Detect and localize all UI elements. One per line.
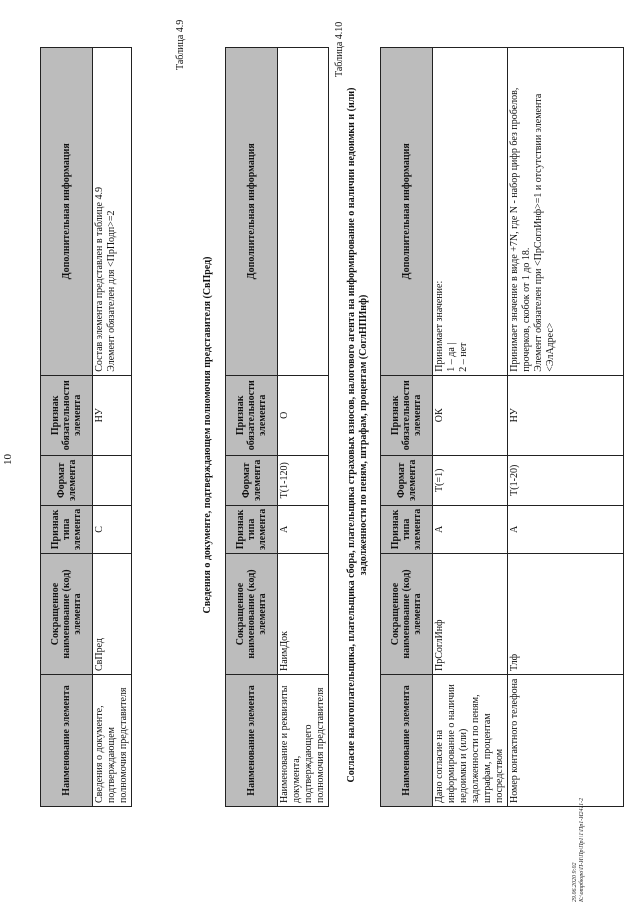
header-cell: Наименование элемента [381,675,433,807]
table-caption: Таблица 4.9 [175,19,186,70]
cell-name: Номер контактного телефона [508,675,624,807]
cell-code: ПрСоглИнф [433,554,508,675]
table-row [278,47,329,806]
table-row [508,47,624,806]
header-cell: Сокращенное наименование (код) элемента [41,554,93,675]
header-cell: Дополнительная информация [381,47,433,375]
table-continuation [40,47,132,807]
info-line: 1 – да | [446,342,457,372]
header-cell: Формат элемента [381,455,433,505]
header-cell: Наименование элемента [41,675,93,807]
table-header-row [41,47,93,806]
cell-info [433,47,508,375]
header-cell: Сокращенное наименование (код) элемента [226,554,278,675]
footer-path: К:\отрбюро\П-И\Пр\Пр1\1\Пр1-И2411-2 [579,797,585,902]
cell-type: А [508,505,624,553]
cell-code: Тлф [508,554,624,675]
table-caption: Таблица 4.10 [334,21,345,77]
cell-name: Наименование и реквизиты документа, подтверждающего полномочия представителя [278,675,329,807]
cell-required: ОК [433,375,508,455]
file-footer [572,798,586,902]
cell-format: Т(=1) [433,455,508,505]
table-row [433,47,508,806]
footer-date: 29.06.2020 9:02 [572,862,578,902]
cell-info [278,47,329,375]
table-header-row [381,47,433,806]
header-cell: Признак обязательности элемента [41,375,93,455]
cell-required: НУ [508,375,624,455]
info-line: Принимает значение: [434,280,445,372]
header-cell: Признак обязательности элемента [381,375,433,455]
cell-type: С [93,505,132,553]
header-cell: Наименование элемента [226,675,278,807]
info-line: 2 – нет [458,342,469,372]
cell-required: НУ [93,375,132,455]
cell-format [93,455,132,505]
cell-name: Сведения о документе, подтверждающем полномочия представителя [93,675,132,807]
cell-info [508,47,624,375]
table-header-row [226,47,278,806]
cell-type: А [433,505,508,553]
header-cell: Формат элемента [226,455,278,505]
info-line: Элемент обязателен при <ПрСоглИнф>=1 и отсутствии элемента <ЭлАдрес> [533,93,556,372]
header-cell: Признак типа элемента [41,505,93,553]
cell-code: НаимДок [278,554,329,675]
header-cell: Дополнительная информация [226,47,278,375]
header-cell: Сокращенное наименование (код) элемента [381,554,433,675]
info-line: Принимает значение в виде +7N, где N - набор цифр без пробелов, прочерков, скобок от 1 до 18. [509,87,532,372]
info-line: Состав элемента представлен в таблице 4.9 [94,187,105,372]
table-title: Согласие налогоплательщика, плательщика сбора, плательщика страховых взносов, налогового агента на информирование о наличии недоимки и (или) задолженности по пеням, штрафам, процентам (СоглНПИнф) [346,87,369,783]
header-cell: Формат элемента [41,455,93,505]
cell-format: Т(1-20) [508,455,624,505]
page-number: 10 [2,454,14,465]
table-4-10 [380,47,624,807]
cell-info [93,47,132,375]
table-title: Сведения о документе, подтверждающем полномочия представителя (СвПред) [202,256,213,614]
cell-required: О [278,375,329,455]
cell-name: Дано согласие на информирование о наличии недоимки и (или) задолженности по пеням, штрафам, процентам посредством [433,675,508,807]
table-row [93,47,132,806]
header-cell: Признак типа элемента [226,505,278,553]
header-cell: Признак типа элемента [381,505,433,553]
cell-format: Т(1-120) [278,455,329,505]
table-4-9 [225,47,329,807]
header-cell: Признак обязательности элемента [226,375,278,455]
cell-type: А [278,505,329,553]
header-cell: Дополнительная информация [41,47,93,375]
info-line: Элемент обязателен для <ПрПодп>=2 [106,210,117,372]
cell-code: СвПред [93,554,132,675]
